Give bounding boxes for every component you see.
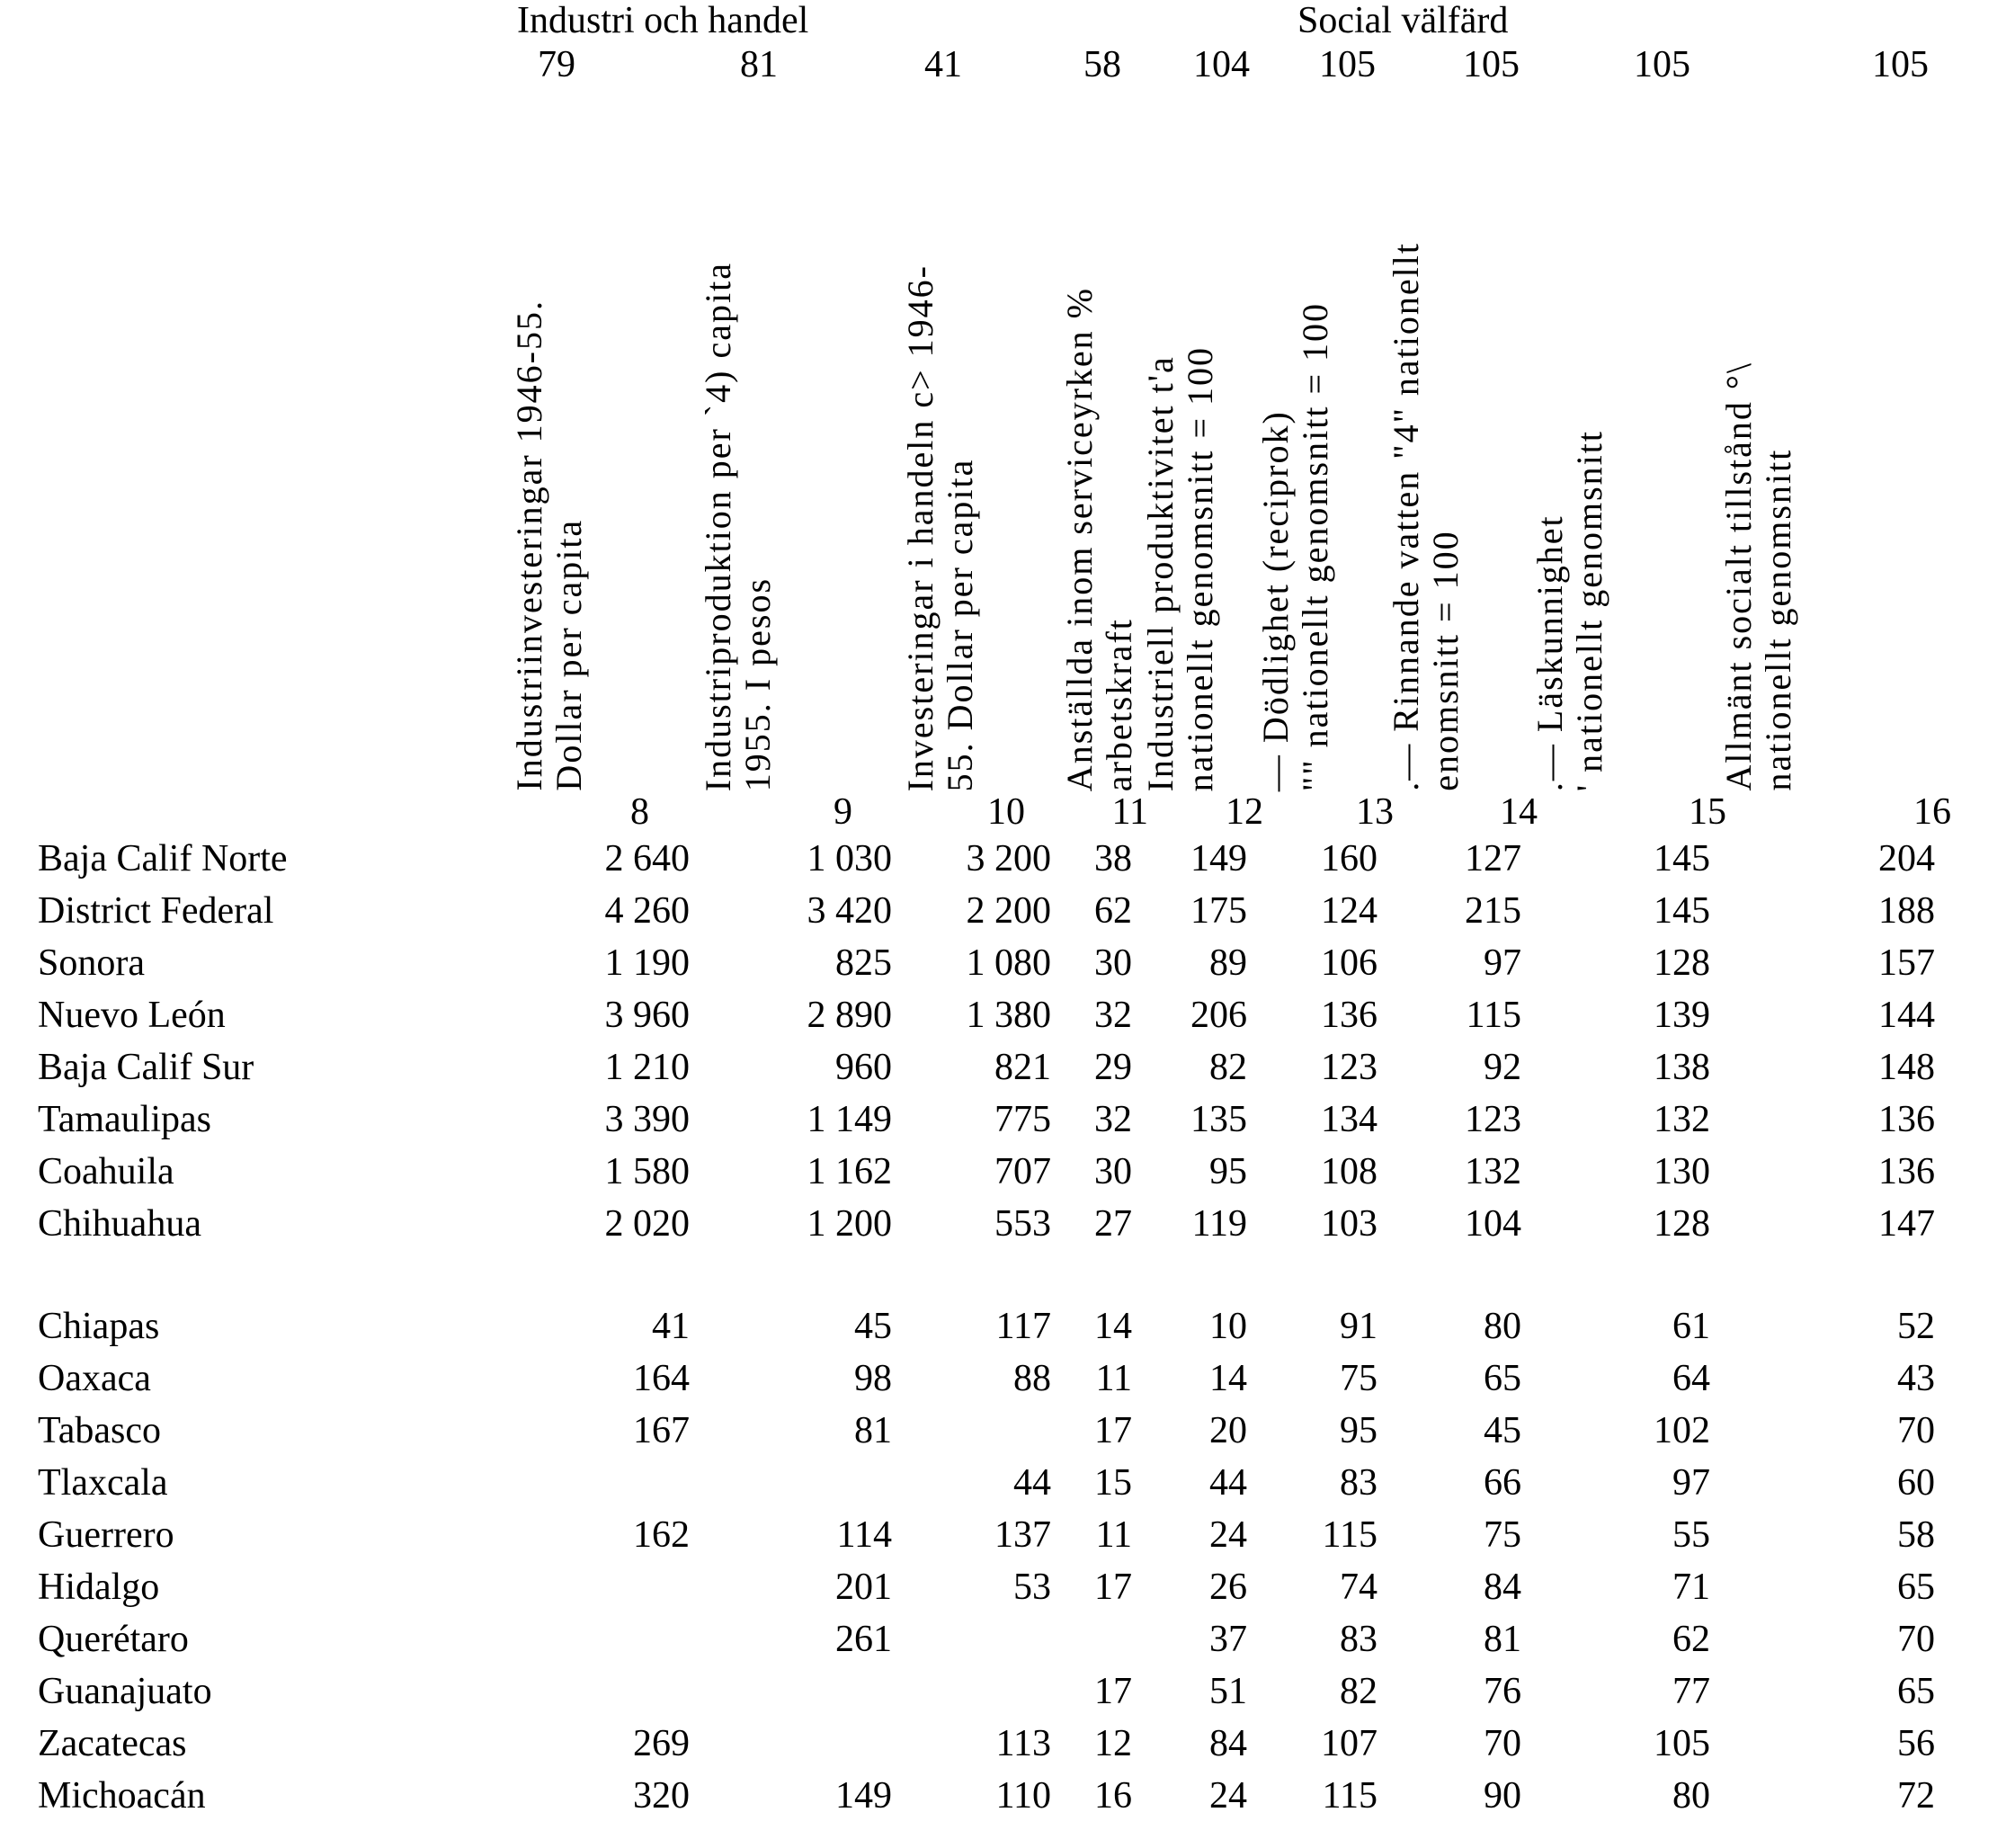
value-cell: 128 xyxy=(1654,1203,1710,1245)
value-cell: 204 xyxy=(1878,838,1935,879)
state-name: Zacatecas xyxy=(38,1723,187,1764)
value-cell: 82 xyxy=(1340,1671,1378,1712)
table-row xyxy=(0,1300,2015,1353)
state-name: Guerrero xyxy=(38,1514,174,1556)
value-cell xyxy=(895,1613,1054,1665)
value-cell: 24 xyxy=(1209,1775,1247,1817)
table-row xyxy=(0,1665,2015,1718)
table-row xyxy=(0,937,2015,989)
top-number: 105 xyxy=(1463,44,1520,85)
value-cell: 138 xyxy=(1654,1047,1710,1088)
column-number: 10 xyxy=(987,791,1025,833)
value-cell: 83 xyxy=(1340,1462,1378,1504)
value-cell: 1 210 xyxy=(604,1047,690,1088)
value-cell: 11 xyxy=(1095,1514,1132,1556)
value-cell: 30 xyxy=(1094,1151,1132,1192)
value-cell: 1 380 xyxy=(966,995,1051,1036)
state-name: Tabasco xyxy=(38,1410,161,1451)
value-cell: 144 xyxy=(1878,995,1935,1036)
value-cell: 167 xyxy=(633,1410,690,1451)
value-cell: 261 xyxy=(835,1619,892,1660)
column-header-cell xyxy=(504,299,692,791)
column-header-line1: Allmänt socialt tillstånd °\ xyxy=(1718,362,1759,791)
value-cell: 128 xyxy=(1654,942,1710,984)
column-header-line1: .— Rinnande vatten "4" nationellt xyxy=(1386,242,1426,791)
value-cell: 74 xyxy=(1340,1567,1378,1608)
value-cell: 114 xyxy=(836,1514,892,1556)
table-row xyxy=(0,1198,2015,1250)
value-cell: 821 xyxy=(994,1047,1051,1088)
column-header-rotated xyxy=(1530,430,1609,791)
column-header-cell xyxy=(895,264,1054,791)
value-cell: 123 xyxy=(1465,1099,1521,1140)
column-header-cell xyxy=(1380,242,1524,791)
value-cell: 149 xyxy=(835,1775,892,1817)
value-cell: 60 xyxy=(1897,1462,1935,1504)
state-name: Chiapas xyxy=(38,1306,160,1347)
value-cell: 43 xyxy=(1897,1358,1935,1399)
value-cell: 1 149 xyxy=(807,1099,892,1140)
top-number: 41 xyxy=(924,44,962,85)
column-number: 8 xyxy=(630,791,649,833)
value-cell: 148 xyxy=(1878,1047,1935,1088)
column-header-line1: Industriproduktion per `4) capita xyxy=(698,261,738,791)
value-cell: 12 xyxy=(1094,1723,1132,1764)
value-cell: 53 xyxy=(1013,1567,1051,1608)
column-header-rotated xyxy=(1256,302,1335,791)
value-cell: 80 xyxy=(1672,1775,1710,1817)
value-cell xyxy=(895,1405,1054,1457)
table-row xyxy=(0,1146,2015,1198)
value-cell: 38 xyxy=(1094,838,1132,879)
column-number: 12 xyxy=(1226,791,1263,833)
table-row xyxy=(0,1353,2015,1405)
value-cell: 70 xyxy=(1484,1723,1521,1764)
value-cell: 61 xyxy=(1672,1306,1710,1347)
value-cell: 775 xyxy=(994,1099,1051,1140)
value-cell: 147 xyxy=(1878,1203,1935,1245)
value-cell: 62 xyxy=(1672,1619,1710,1660)
value-cell: 95 xyxy=(1340,1410,1378,1451)
value-cell: 41 xyxy=(652,1306,690,1347)
value-cell: 1 080 xyxy=(966,942,1051,984)
value-cell: 132 xyxy=(1465,1151,1521,1192)
value-cell xyxy=(1054,1613,1135,1665)
value-cell: 77 xyxy=(1672,1671,1710,1712)
value-cell: 20 xyxy=(1209,1410,1247,1451)
top-numbers-row xyxy=(0,41,2015,88)
column-header-line2: enomsnitt = 100 xyxy=(1425,530,1466,791)
column-number: 9 xyxy=(834,791,852,833)
column-number: 14 xyxy=(1500,791,1538,833)
value-cell: 72 xyxy=(1897,1775,1935,1817)
value-cell: 1 162 xyxy=(807,1151,892,1192)
value-cell: 58 xyxy=(1897,1514,1935,1556)
value-cell: 2 640 xyxy=(604,838,690,879)
value-cell: 164 xyxy=(633,1358,690,1399)
value-cell: 70 xyxy=(1897,1619,1935,1660)
table-body xyxy=(0,833,2015,1822)
value-cell: 45 xyxy=(854,1306,892,1347)
state-name: Querétaro xyxy=(38,1619,189,1660)
value-cell xyxy=(504,1561,692,1613)
column-number: 13 xyxy=(1356,791,1394,833)
value-cell: 1 030 xyxy=(807,838,892,879)
value-cell: 188 xyxy=(1878,890,1935,932)
value-cell: 103 xyxy=(1321,1203,1378,1245)
state-name: Michoacán xyxy=(38,1775,206,1817)
column-header-rotated xyxy=(1060,287,1139,791)
value-cell: 1 200 xyxy=(807,1203,892,1245)
value-cell: 88 xyxy=(1013,1358,1051,1399)
value-cell: 26 xyxy=(1209,1567,1247,1608)
state-name: Baja Calif Norte xyxy=(38,838,288,879)
value-cell: 45 xyxy=(1484,1410,1521,1451)
value-cell xyxy=(692,1718,895,1770)
value-cell: 95 xyxy=(1209,1151,1247,1192)
value-cell: 127 xyxy=(1465,838,1521,879)
state-name: Coahuila xyxy=(38,1151,174,1192)
value-cell: 123 xyxy=(1321,1047,1378,1088)
table-row xyxy=(0,1094,2015,1146)
value-cell: 137 xyxy=(994,1514,1051,1556)
column-header-line1: Industriell produktivitet t'a xyxy=(1140,354,1181,791)
state-name: Nuevo León xyxy=(38,995,226,1036)
value-cell: 14 xyxy=(1094,1306,1132,1347)
top-number: 105 xyxy=(1634,44,1690,85)
value-cell: 105 xyxy=(1654,1723,1710,1764)
state-name: Guanajuato xyxy=(38,1671,212,1712)
value-cell: 707 xyxy=(994,1151,1051,1192)
value-cell: 108 xyxy=(1321,1151,1378,1192)
value-cell: 107 xyxy=(1321,1723,1378,1764)
value-cell: 149 xyxy=(1190,838,1247,879)
value-cell: 10 xyxy=(1209,1306,1247,1347)
table-row xyxy=(0,1509,2015,1561)
value-cell: 3 420 xyxy=(807,890,892,932)
group-header-industri-och-handel: Industri och handel xyxy=(517,0,809,41)
value-cell: 44 xyxy=(1013,1462,1051,1504)
value-cell: 132 xyxy=(1654,1099,1710,1140)
table-row xyxy=(0,1457,2015,1509)
top-number: 81 xyxy=(740,44,778,85)
value-cell: 206 xyxy=(1190,995,1247,1036)
top-number: 104 xyxy=(1193,44,1250,85)
column-header-line1: — Dödlighet (reciprok) xyxy=(1255,410,1296,791)
value-cell: 84 xyxy=(1209,1723,1247,1764)
value-cell: 97 xyxy=(1672,1462,1710,1504)
value-cell xyxy=(895,1665,1054,1718)
value-cell: 157 xyxy=(1878,942,1935,984)
value-cell: 62 xyxy=(1094,890,1132,932)
value-cell: 27 xyxy=(1094,1203,1132,1245)
value-cell: 130 xyxy=(1654,1151,1710,1192)
state-name: Chihuahua xyxy=(38,1203,201,1245)
column-header-cell xyxy=(1054,286,1139,791)
value-cell: 37 xyxy=(1209,1619,1247,1660)
value-cell: 162 xyxy=(633,1514,690,1556)
value-cell: 11 xyxy=(1095,1358,1132,1399)
value-cell: 75 xyxy=(1484,1514,1521,1556)
table-row xyxy=(0,1613,2015,1665)
value-cell: 81 xyxy=(1484,1619,1521,1660)
column-header-rotated xyxy=(510,299,589,791)
state-name: Tamaulipas xyxy=(38,1099,211,1140)
value-cell: 320 xyxy=(633,1775,690,1817)
value-cell: 56 xyxy=(1897,1723,1935,1764)
table-row xyxy=(0,1405,2015,1457)
state-name: Hidalgo xyxy=(38,1567,160,1608)
value-cell: 65 xyxy=(1897,1567,1935,1608)
value-cell: 51 xyxy=(1209,1671,1247,1712)
value-cell: 269 xyxy=(633,1723,690,1764)
value-cell: 110 xyxy=(995,1775,1051,1817)
column-header-rotated xyxy=(1141,346,1220,791)
value-cell: 92 xyxy=(1484,1047,1521,1088)
column-header-line2: nationellt genomsnitt xyxy=(1758,449,1798,791)
state-name: Oaxaca xyxy=(38,1358,151,1399)
value-cell: 115 xyxy=(1466,995,1521,1036)
value-cell: 98 xyxy=(854,1358,892,1399)
value-cell: 15 xyxy=(1094,1462,1132,1504)
column-header-cell xyxy=(1713,362,1938,791)
value-cell: 65 xyxy=(1484,1358,1521,1399)
value-cell: 117 xyxy=(995,1306,1051,1347)
state-name: Tlaxcala xyxy=(38,1462,168,1504)
value-cell: 2 020 xyxy=(604,1203,690,1245)
value-cell: 16 xyxy=(1094,1775,1132,1817)
rotated-column-headers-row xyxy=(0,88,2015,791)
column-number: 16 xyxy=(1913,791,1951,833)
top-number: 58 xyxy=(1083,44,1121,85)
value-cell: 82 xyxy=(1209,1047,1247,1088)
value-cell xyxy=(692,1665,895,1718)
column-header-cell xyxy=(1250,302,1380,791)
column-header-line2: ' nationellt genomsnitt xyxy=(1569,429,1609,791)
value-cell: 70 xyxy=(1897,1410,1935,1451)
value-cell: 14 xyxy=(1209,1358,1247,1399)
value-cell: 30 xyxy=(1094,942,1132,984)
value-cell: 106 xyxy=(1321,942,1378,984)
value-cell: 17 xyxy=(1094,1671,1132,1712)
value-cell: 136 xyxy=(1878,1099,1935,1140)
value-cell: 29 xyxy=(1094,1047,1132,1088)
column-number: 11 xyxy=(1111,791,1148,833)
value-cell xyxy=(504,1613,692,1665)
column-numbers-row xyxy=(0,791,2015,833)
value-cell xyxy=(504,1457,692,1509)
column-header-rotated xyxy=(1719,362,1798,791)
group-header-social-valfard: Social välfärd xyxy=(1297,0,1509,41)
column-header-cell xyxy=(1524,430,1713,791)
column-header-line2: nationellt genomsnitt = 100 xyxy=(1180,345,1220,791)
value-cell: 119 xyxy=(1191,1203,1247,1245)
column-header-line2: "" nationellt genomsnitt = 100 xyxy=(1295,301,1335,791)
value-cell: 136 xyxy=(1878,1151,1935,1192)
column-header-line1: Anställda inom serviceyrken % xyxy=(1059,286,1100,791)
column-header-cell xyxy=(1135,346,1250,791)
column-header-rotated xyxy=(1386,242,1466,791)
value-cell: 89 xyxy=(1209,942,1247,984)
value-cell: 55 xyxy=(1672,1514,1710,1556)
value-cell: 81 xyxy=(854,1410,892,1451)
value-cell: 80 xyxy=(1484,1306,1521,1347)
value-cell: 139 xyxy=(1654,995,1710,1036)
top-number: 105 xyxy=(1872,44,1929,85)
value-cell: 17 xyxy=(1094,1410,1132,1451)
state-name: District Federal xyxy=(38,890,274,932)
value-cell: 66 xyxy=(1484,1462,1521,1504)
column-header-line1: Industriinvesteringar 1946-55. xyxy=(509,299,549,791)
table-row xyxy=(0,833,2015,885)
value-cell: 136 xyxy=(1321,995,1378,1036)
column-header-rotated xyxy=(901,264,980,791)
value-cell: 84 xyxy=(1484,1567,1521,1608)
value-cell: 97 xyxy=(1484,942,1521,984)
column-header-cell xyxy=(692,262,895,791)
value-cell xyxy=(692,1457,895,1509)
value-cell: 113 xyxy=(995,1723,1051,1764)
table-row xyxy=(0,885,2015,937)
table-row xyxy=(0,1770,2015,1822)
state-name: Sonora xyxy=(38,942,145,984)
table-row xyxy=(0,1718,2015,1770)
value-cell: 32 xyxy=(1094,1099,1132,1140)
value-cell: 553 xyxy=(994,1203,1051,1245)
column-header-line2: arbetskraft xyxy=(1099,617,1139,791)
value-cell: 134 xyxy=(1321,1099,1378,1140)
value-cell: 3 390 xyxy=(604,1099,690,1140)
value-cell: 102 xyxy=(1654,1410,1710,1451)
top-number: 79 xyxy=(538,44,575,85)
value-cell: 32 xyxy=(1094,995,1132,1036)
value-cell: 115 xyxy=(1322,1775,1378,1817)
value-cell: 71 xyxy=(1672,1567,1710,1608)
value-cell: 44 xyxy=(1209,1462,1247,1504)
top-numbers-spacer xyxy=(0,41,504,88)
value-cell: 3 960 xyxy=(604,995,690,1036)
column-header-rotated xyxy=(699,262,778,791)
value-cell: 215 xyxy=(1465,890,1521,932)
value-cell: 135 xyxy=(1190,1099,1247,1140)
group-header-row xyxy=(0,0,2015,41)
value-cell: 52 xyxy=(1897,1306,1935,1347)
value-cell: 17 xyxy=(1094,1567,1132,1608)
value-cell: 2 890 xyxy=(807,995,892,1036)
state-name: Baja Calif Sur xyxy=(38,1047,254,1088)
column-numbers-spacer xyxy=(0,791,504,833)
value-cell: 145 xyxy=(1654,890,1710,932)
value-cell: 3 200 xyxy=(966,838,1051,879)
column-header-line1: Investeringar i handeln c> 1946- xyxy=(900,263,941,791)
value-cell: 24 xyxy=(1209,1514,1247,1556)
value-cell: 76 xyxy=(1484,1671,1521,1712)
value-cell: 90 xyxy=(1484,1775,1521,1817)
value-cell: 175 xyxy=(1190,890,1247,932)
value-cell: 75 xyxy=(1340,1358,1378,1399)
column-header-line2: 1955. I pesos xyxy=(737,576,778,791)
table-row xyxy=(0,989,2015,1041)
value-cell: 160 xyxy=(1321,838,1378,879)
value-cell xyxy=(504,1665,692,1718)
value-cell: 115 xyxy=(1322,1514,1378,1556)
column-header-line1: .— Läskunnighet xyxy=(1529,514,1570,791)
value-cell: 64 xyxy=(1672,1358,1710,1399)
top-number: 105 xyxy=(1319,44,1376,85)
value-cell: 1 190 xyxy=(604,942,690,984)
table-row xyxy=(0,1561,2015,1613)
value-cell: 145 xyxy=(1654,838,1710,879)
value-cell: 2 200 xyxy=(966,890,1051,932)
column-header-line2: Dollar per capita xyxy=(548,519,589,791)
value-cell: 65 xyxy=(1897,1671,1935,1712)
value-cell: 124 xyxy=(1321,890,1378,932)
value-cell: 201 xyxy=(835,1567,892,1608)
value-cell: 4 260 xyxy=(604,890,690,932)
column-header-line2: 55. Dollar per capita xyxy=(940,458,980,791)
value-cell: 1 580 xyxy=(604,1151,690,1192)
value-cell: 825 xyxy=(835,942,892,984)
value-cell: 960 xyxy=(835,1047,892,1088)
value-cell: 83 xyxy=(1340,1619,1378,1660)
column-number: 15 xyxy=(1689,791,1726,833)
value-cell: 91 xyxy=(1340,1306,1378,1347)
value-cell: 104 xyxy=(1465,1203,1521,1245)
group-gap xyxy=(0,1250,2015,1300)
table-row xyxy=(0,1041,2015,1094)
